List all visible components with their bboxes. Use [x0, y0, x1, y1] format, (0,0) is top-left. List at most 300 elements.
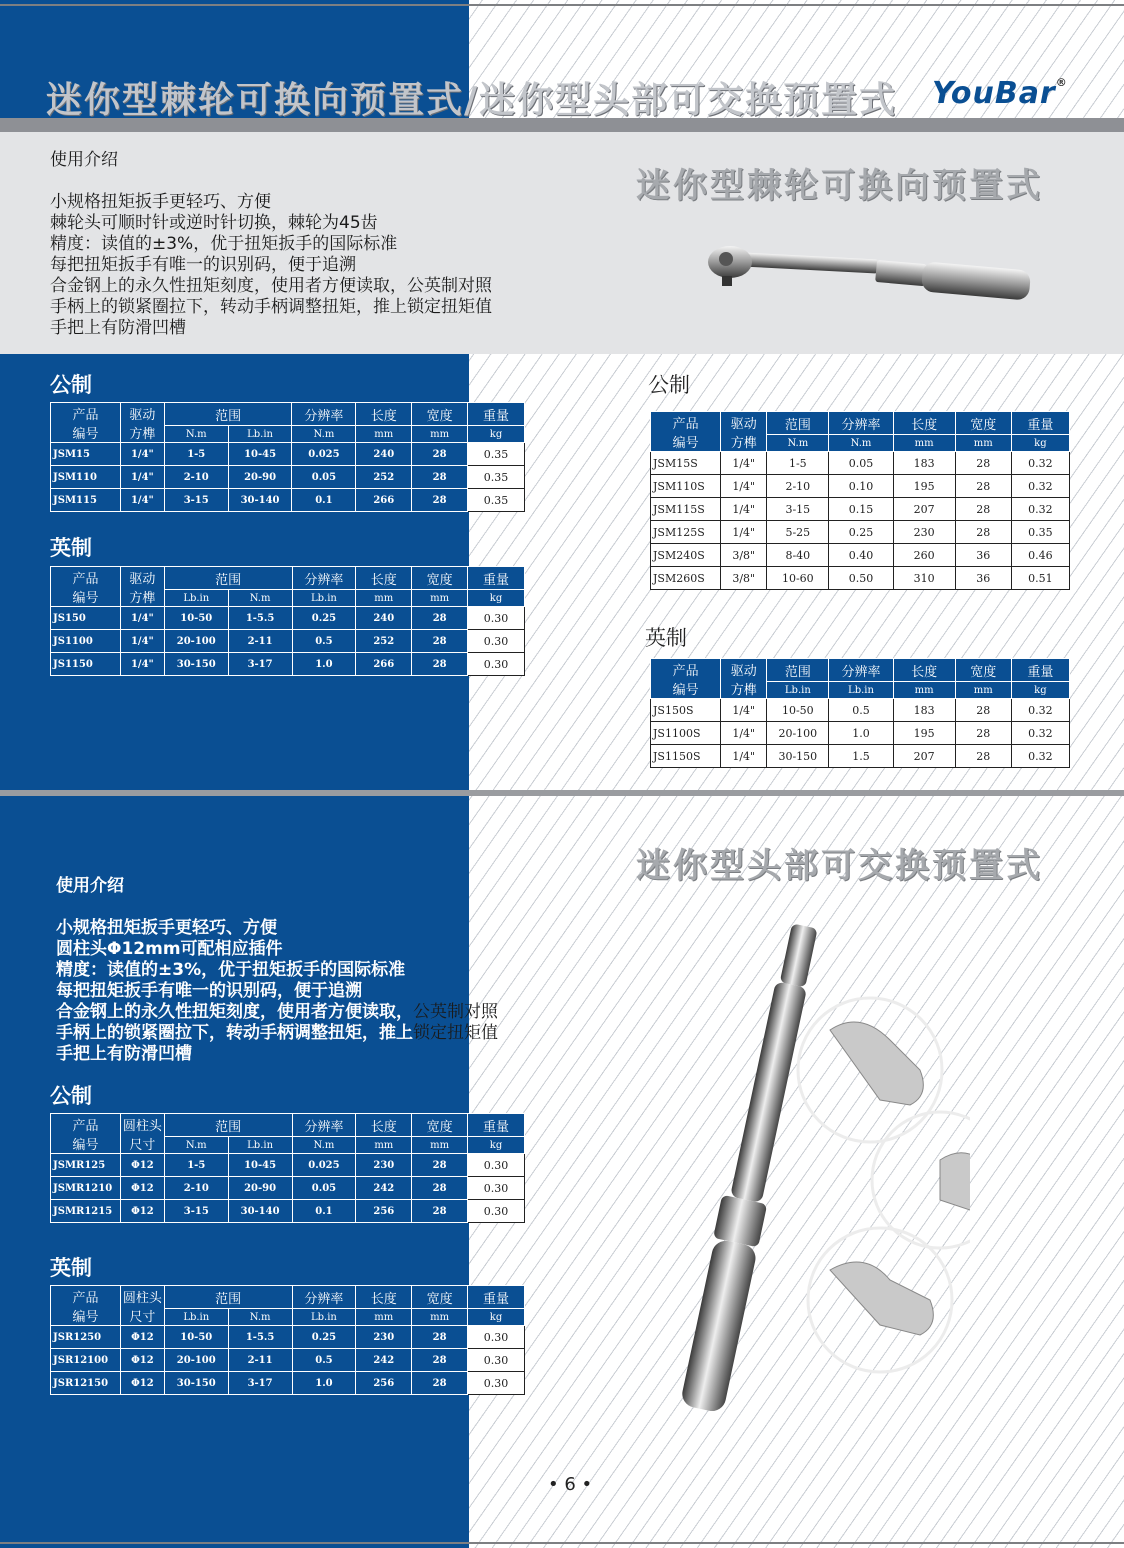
intro-line: 精度：读值的±3%，优于扭矩扳手的国际标准 [50, 234, 398, 254]
section1-metric-right-label: 公制 [648, 373, 690, 397]
header-line: 驱动 [129, 407, 156, 423]
header-line: 产品 [72, 407, 99, 423]
table-row [51, 653, 525, 676]
table-cell: 1/4" [721, 475, 767, 498]
unit-cell: Lb.in [228, 1137, 292, 1154]
table-cell: 266 [356, 489, 412, 512]
unit-cell: kg [468, 426, 525, 443]
table-imperial-interchangeable [50, 1285, 525, 1395]
col-header-drive [120, 403, 164, 443]
model-cell: JS1100 [51, 630, 121, 653]
table-cell: Φ12 [120, 1326, 164, 1349]
table-cell: 0.25 [829, 521, 893, 544]
table-cell: 1.0 [829, 722, 893, 745]
col-header-length: 长度 [893, 659, 955, 682]
table-imperial-ratchet [50, 566, 525, 676]
table-cell: 28 [412, 630, 468, 653]
section2-intro-text [56, 918, 498, 1065]
table-cell: Φ12 [120, 1200, 164, 1223]
table-cell: 0.30 [468, 1154, 525, 1177]
unit-cell: mm [356, 590, 412, 607]
table-cell: 1-5.5 [228, 1326, 292, 1349]
table-cell: 1-5 [164, 443, 228, 466]
intro-line: 每把扭矩扳手有唯一的识别码，便于追溯 [56, 981, 362, 1001]
unit-cell: kg [468, 590, 525, 607]
unit-cell: N.m [164, 1137, 228, 1154]
model-cell: JS1150S [651, 745, 721, 768]
table-cell: 2-10 [164, 1177, 228, 1200]
unit-cell: Lb.in [164, 1309, 228, 1326]
table-cell: 0.30 [468, 607, 525, 630]
table-cell: 0.46 [1011, 544, 1069, 567]
table-header-row [651, 412, 1070, 435]
col-header-resolution: 分辨率 [829, 412, 893, 435]
header-line: 编号 [672, 435, 699, 451]
table-cell: 0.30 [468, 1326, 525, 1349]
table-row [51, 1177, 525, 1200]
header-line: 驱动 [129, 571, 156, 587]
table-cell: 1/4" [721, 699, 767, 722]
table-cell: 1/4" [120, 653, 164, 676]
intro-line: 圆柱头Φ12mm可配相应插件 [56, 939, 283, 959]
table-cell: 0.30 [468, 653, 525, 676]
table-cell: 10-50 [164, 607, 228, 630]
unit-cell: N.m [767, 435, 829, 452]
table-cell: 28 [412, 1372, 468, 1395]
table-cell: 30-140 [228, 1200, 292, 1223]
col-header-weight: 重量 [468, 403, 525, 426]
table-row [651, 475, 1070, 498]
model-cell: JSR1250 [51, 1326, 121, 1349]
table-cell: 0.32 [1011, 452, 1069, 475]
table-cell: 207 [893, 745, 955, 768]
intro-line: 精度：读值的±3%，优于扭矩扳手的国际标准 [56, 960, 406, 980]
col-header-product [51, 567, 121, 607]
unit-cell: Lb.in [164, 590, 228, 607]
header-line: 产品 [72, 1290, 99, 1306]
table-cell: 252 [356, 630, 412, 653]
table-cell: 0.35 [468, 443, 525, 466]
header-line: 产品 [672, 416, 699, 432]
table-cell: 0.35 [1011, 521, 1069, 544]
col-header-length: 长度 [893, 412, 955, 435]
table-cell: 28 [955, 722, 1011, 745]
col-header-resolution: 分辨率 [292, 1286, 356, 1309]
model-cell: JSM115 [51, 489, 121, 512]
table-cell: 36 [955, 544, 1011, 567]
model-cell: JSM110 [51, 466, 121, 489]
table-cell: 195 [893, 722, 955, 745]
table-cell: 2-10 [164, 466, 228, 489]
model-cell: JSMR1215 [51, 1200, 121, 1223]
table-cell: 1/4" [120, 466, 164, 489]
table-header-row [51, 1114, 525, 1137]
table-cell: 0.10 [829, 475, 893, 498]
unit-cell: mm [412, 1309, 468, 1326]
interchangeable-wrench-image [670, 920, 970, 1420]
col-header-cyl [120, 1114, 164, 1154]
table-cell: 30-150 [767, 745, 829, 768]
table-header-row [51, 403, 525, 426]
table-cell: 0.25 [292, 1326, 356, 1349]
table-cell: 207 [893, 498, 955, 521]
table-cell: 0.025 [292, 443, 356, 466]
table-cell: 1/4" [721, 745, 767, 768]
col-header-product [651, 659, 721, 699]
model-cell: JSM240S [651, 544, 721, 567]
table-cell: 0.5 [292, 630, 356, 653]
unit-cell: N.m [164, 426, 228, 443]
col-header-weight: 重量 [468, 1286, 525, 1309]
table-row [51, 1200, 525, 1223]
table-cell: 3/8" [721, 567, 767, 590]
table-cell: 0.15 [829, 498, 893, 521]
table-cell: 0.025 [292, 1154, 356, 1177]
table-cell: 28 [412, 1200, 468, 1223]
intro-line: 每把扭矩扳手有唯一的识别码，便于追溯 [50, 255, 356, 275]
table-row [51, 466, 525, 489]
table-cell: 242 [356, 1177, 412, 1200]
table-cell: 0.30 [468, 1372, 525, 1395]
table-cell: 28 [955, 498, 1011, 521]
unit-cell: kg [468, 1309, 525, 1326]
table-cell: 28 [955, 475, 1011, 498]
col-header-width: 宽度 [412, 1286, 468, 1309]
table-cell: 0.51 [1011, 567, 1069, 590]
section1-intro-text [50, 192, 492, 339]
col-header-range: 范围 [164, 403, 292, 426]
header-line: 编号 [72, 426, 99, 442]
table-cell: 0.30 [468, 630, 525, 653]
table-cell: 28 [412, 443, 468, 466]
table-cell: 20-90 [228, 466, 292, 489]
unit-cell: mm [356, 426, 412, 443]
table-metric-ratchet [50, 402, 525, 512]
table-cell: 252 [356, 466, 412, 489]
col-header-width: 宽度 [412, 567, 468, 590]
table-header-row [51, 567, 525, 590]
unit-cell: kg [1011, 435, 1069, 452]
table-cell: 1.5 [829, 745, 893, 768]
intro-line: 小规格扭矩扳手更轻巧、方便 [56, 918, 277, 938]
unit-cell: Lb.in [292, 590, 356, 607]
table-cell: 20-100 [767, 722, 829, 745]
section1-imperial-right-label: 英制 [645, 626, 687, 650]
unit-cell: mm [412, 426, 468, 443]
table-row [651, 498, 1070, 521]
table-cell: 28 [412, 1177, 468, 1200]
col-header-width: 宽度 [412, 403, 468, 426]
table-cell: 28 [412, 1326, 468, 1349]
table-cell: 195 [893, 475, 955, 498]
table-cell: 1/4" [721, 452, 767, 475]
header-line: 方榫 [730, 435, 757, 451]
model-cell: JSM15 [51, 443, 121, 466]
header-line: 驱动 [730, 663, 757, 679]
table-cell: 0.1 [292, 1200, 356, 1223]
table-cell: 28 [955, 699, 1011, 722]
table-cell: 256 [356, 1200, 412, 1223]
col-header-drive [721, 412, 767, 452]
table-cell: 0.32 [1011, 699, 1069, 722]
table-row [51, 443, 525, 466]
unit-cell: N.m [292, 1137, 356, 1154]
table-cell: 0.30 [468, 1177, 525, 1200]
table-cell: 230 [356, 1326, 412, 1349]
table-cell: 0.40 [829, 544, 893, 567]
col-header-drive [721, 659, 767, 699]
col-header-resolution: 分辨率 [292, 403, 356, 426]
table-cell: 1/4" [721, 521, 767, 544]
section2-title: 迷你型头部可交换预置式 [636, 846, 1043, 886]
model-cell: JSM15S [651, 452, 721, 475]
page-number: • 6 • [548, 1474, 593, 1495]
table-row [651, 521, 1070, 544]
table-header-row [651, 659, 1070, 682]
table-row [51, 1349, 525, 1372]
table-row [51, 607, 525, 630]
col-header-range: 范围 [164, 567, 292, 590]
unit-cell: N.m [228, 1309, 292, 1326]
table-cell: 1/4" [120, 489, 164, 512]
table-cell: 242 [356, 1349, 412, 1372]
table-cell: 3-17 [228, 1372, 292, 1395]
col-header-weight: 重量 [468, 567, 525, 590]
table-cell: 183 [893, 452, 955, 475]
table-cell: 230 [356, 1154, 412, 1177]
table-cell: 20-100 [164, 630, 228, 653]
header-line: 方榫 [129, 426, 156, 442]
table-cell: 266 [356, 653, 412, 676]
col-header-product [651, 412, 721, 452]
col-header-length: 长度 [356, 1114, 412, 1137]
header-line: 驱动 [730, 416, 757, 432]
table-cell: Φ12 [120, 1349, 164, 1372]
unit-cell: mm [955, 682, 1011, 699]
intro-line: 手把上有防滑凹槽 [56, 1044, 192, 1064]
table-imperial-ratchet-s [650, 658, 1070, 768]
table-cell: 0.25 [292, 607, 356, 630]
table-cell: 20-90 [228, 1177, 292, 1200]
table-cell: 0.1 [292, 489, 356, 512]
table-row [651, 567, 1070, 590]
col-header-length: 长度 [356, 567, 412, 590]
table-cell: 2-11 [228, 1349, 292, 1372]
unit-cell: mm [356, 1309, 412, 1326]
table-cell: Φ12 [120, 1177, 164, 1200]
model-cell: JS1100S [651, 722, 721, 745]
model-cell: JSM125S [651, 521, 721, 544]
model-cell: JSMR125 [51, 1154, 121, 1177]
col-header-width: 宽度 [955, 659, 1011, 682]
unit-cell: mm [893, 682, 955, 699]
table-cell: 240 [356, 443, 412, 466]
col-header-length: 长度 [356, 403, 412, 426]
table-cell: 3/8" [721, 544, 767, 567]
unit-cell: N.m [829, 435, 893, 452]
col-header-range: 范围 [164, 1286, 292, 1309]
table-cell: 1/4" [721, 498, 767, 521]
header-line: 编号 [72, 1137, 99, 1153]
intro-line: 合金钢上的永久性扭矩刻度，使用者方便读取，公英制对照 [56, 1002, 498, 1022]
table-cell: 0.32 [1011, 722, 1069, 745]
table-cell: Φ12 [120, 1154, 164, 1177]
table-cell: 0.30 [468, 1200, 525, 1223]
header-line: 尺寸 [129, 1137, 156, 1153]
model-cell: JSR12100 [51, 1349, 121, 1372]
col-header-range: 范围 [164, 1114, 292, 1137]
table-metric-ratchet-s [650, 411, 1070, 590]
table-cell: 28 [412, 653, 468, 676]
table-cell: 1/4" [721, 722, 767, 745]
col-header-width: 宽度 [412, 1114, 468, 1137]
table-cell: 30-150 [164, 1372, 228, 1395]
intro-line: 棘轮头可顺时针或逆时针切换，棘轮为45齿 [50, 213, 378, 233]
table-cell: 28 [955, 745, 1011, 768]
section1-imperial-label: 英制 [50, 536, 92, 560]
section2-metric-label: 公制 [50, 1084, 92, 1108]
table-cell: 1-5.5 [228, 607, 292, 630]
table-cell: 28 [955, 452, 1011, 475]
table-cell: 1.0 [292, 1372, 356, 1395]
table-row [51, 489, 525, 512]
page-title: 迷你型棘轮可换向预置式/迷你型头部可交换预置式 [46, 80, 898, 121]
col-header-weight: 重量 [1011, 412, 1069, 435]
unit-cell: mm [356, 1137, 412, 1154]
table-cell: 8-40 [767, 544, 829, 567]
model-cell: JSM115S [651, 498, 721, 521]
table-row [651, 452, 1070, 475]
table-cell: 0.05 [829, 452, 893, 475]
table-cell: 2-11 [228, 630, 292, 653]
col-header-product [51, 1286, 121, 1326]
table-cell: 1-5 [767, 452, 829, 475]
table-cell: 0.35 [468, 489, 525, 512]
col-header-product [51, 403, 121, 443]
table-cell: 183 [893, 699, 955, 722]
unit-cell: Lb.in [767, 682, 829, 699]
table-cell: 1/4" [120, 607, 164, 630]
table-cell: 20-100 [164, 1349, 228, 1372]
ratchet-wrench-image [700, 236, 1040, 300]
table-cell: 28 [412, 1349, 468, 1372]
table-cell: 3-15 [164, 1200, 228, 1223]
intro-line: 手柄上的锁紧圈拉下，转动手柄调整扭矩，推上锁定扭矩值 [50, 297, 492, 317]
unit-cell: N.m [292, 426, 356, 443]
col-header-resolution: 分辨率 [292, 1114, 356, 1137]
brand-logo: YouBar® [932, 76, 1068, 111]
table-cell: 3-15 [767, 498, 829, 521]
header-line: 方榫 [730, 682, 757, 698]
bottom-rule [0, 1542, 1124, 1544]
unit-cell: mm [893, 435, 955, 452]
table-cell: 28 [412, 1154, 468, 1177]
unit-cell: N.m [228, 590, 292, 607]
intro-line: 小规格扭矩扳手更轻巧、方便 [50, 192, 271, 212]
header-line: 编号 [672, 682, 699, 698]
section2-intro-heading: 使用介绍 [56, 876, 124, 896]
table-row [51, 630, 525, 653]
table-cell: 10-50 [164, 1326, 228, 1349]
unit-cell: Lb.in [829, 682, 893, 699]
table-cell: 28 [412, 607, 468, 630]
table-cell: 310 [893, 567, 955, 590]
unit-cell: kg [1011, 682, 1069, 699]
col-header-drive [120, 567, 164, 607]
table-row [51, 1154, 525, 1177]
table-cell: 30-150 [164, 653, 228, 676]
model-cell: JSM110S [651, 475, 721, 498]
table-cell: 240 [356, 607, 412, 630]
table-cell: 3-15 [164, 489, 228, 512]
section1-intro-heading: 使用介绍 [50, 150, 118, 170]
unit-cell: Lb.in [228, 426, 292, 443]
unit-cell: mm [955, 435, 1011, 452]
table-cell: 0.5 [292, 1349, 356, 1372]
col-header-weight: 重量 [1011, 659, 1069, 682]
table-cell: 10-45 [228, 1154, 292, 1177]
table-cell: 0.5 [829, 699, 893, 722]
table-cell: 0.05 [292, 1177, 356, 1200]
header-line: 编号 [72, 590, 99, 606]
table-cell: 2-10 [767, 475, 829, 498]
header-line: 尺寸 [129, 1309, 156, 1325]
model-cell: JS150S [651, 699, 721, 722]
section2-imperial-label: 英制 [50, 1256, 92, 1280]
unit-cell: kg [468, 1137, 525, 1154]
model-cell: JSM260S [651, 567, 721, 590]
table-cell: 1-5 [164, 1154, 228, 1177]
col-header-resolution: 分辨率 [292, 567, 356, 590]
col-header-weight: 重量 [468, 1114, 525, 1137]
unit-cell: mm [412, 590, 468, 607]
table-cell: 10-50 [767, 699, 829, 722]
table-cell: 36 [955, 567, 1011, 590]
table-row [651, 699, 1070, 722]
table-cell: 0.05 [292, 466, 356, 489]
table-cell: 10-60 [767, 567, 829, 590]
header-line: 产品 [672, 663, 699, 679]
table-cell: 230 [893, 521, 955, 544]
col-header-cyl [120, 1286, 164, 1326]
table-metric-interchangeable [50, 1113, 525, 1223]
table-cell: 1.0 [292, 653, 356, 676]
table-cell: 3-17 [228, 653, 292, 676]
table-cell: 0.35 [468, 466, 525, 489]
table-cell: 28 [412, 466, 468, 489]
unit-cell: Lb.in [292, 1309, 356, 1326]
table-row [651, 722, 1070, 745]
header-line: 产品 [72, 571, 99, 587]
table-cell: 0.50 [829, 567, 893, 590]
table-header-row [51, 1286, 525, 1309]
model-cell: JS1150 [51, 653, 121, 676]
unit-cell: mm [412, 1137, 468, 1154]
table-cell: 1/4" [120, 443, 164, 466]
col-header-range: 范围 [767, 412, 829, 435]
top-rule [0, 4, 1124, 6]
table-cell: 10-45 [228, 443, 292, 466]
header-line: 圆柱头 [122, 1118, 162, 1134]
section1-metric-label: 公制 [50, 373, 92, 397]
table-cell: 260 [893, 544, 955, 567]
header-line: 圆柱头 [122, 1290, 162, 1306]
table-cell: 28 [412, 489, 468, 512]
col-header-range: 范围 [767, 659, 829, 682]
col-header-length: 长度 [356, 1286, 412, 1309]
model-cell: JSR12150 [51, 1372, 121, 1395]
table-cell: 0.32 [1011, 475, 1069, 498]
